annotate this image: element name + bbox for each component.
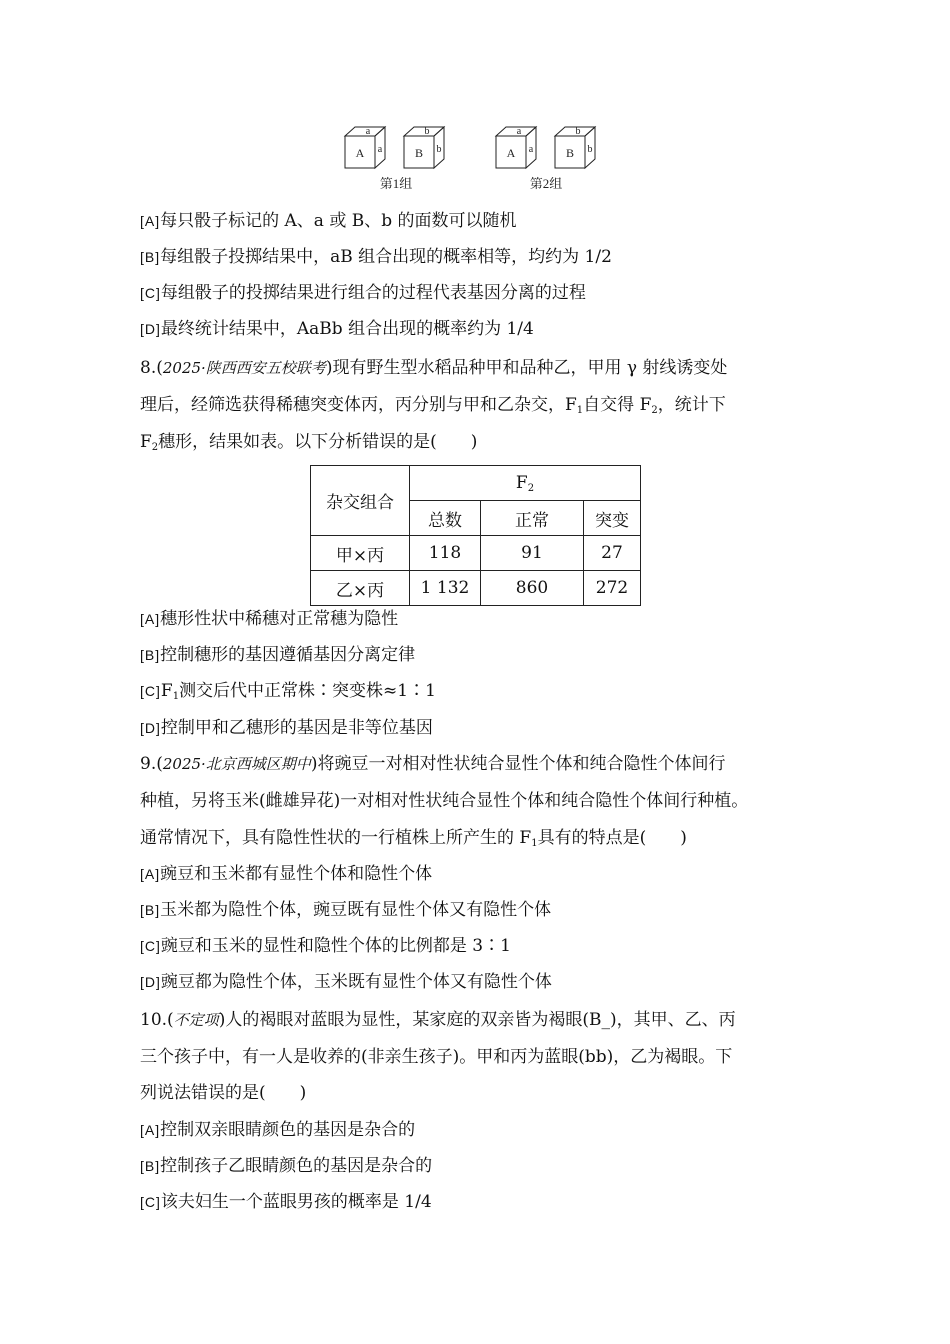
cube-face-top: a — [365, 126, 371, 137]
table-col-header: 突变 — [584, 501, 641, 536]
table-row-label: 甲×丙 — [311, 536, 410, 571]
question-type: 不定项 — [173, 1011, 219, 1029]
cube-face-front: B — [414, 146, 424, 160]
cube-face-top: b — [424, 126, 430, 137]
q8-option-b: [B]控制穗形的基因遵循基因分离定律 — [140, 645, 416, 665]
table-corner-header: 杂交组合 — [311, 466, 410, 536]
question-source: 2025·北京西城区期中 — [162, 755, 311, 773]
table-cell: 118 — [410, 536, 481, 571]
q8-option-d: [D]控制甲和乙穗形的基因是非等位基因 — [140, 718, 433, 738]
q9-option-b: [B]玉米都为隐性个体，豌豆既有显性个体又有隐性个体 — [140, 900, 552, 920]
q10-stem-line3: 列说法错误的是( ) — [140, 1083, 307, 1103]
table-cell: 1 132 — [410, 571, 481, 606]
q9-option-d: [D]豌豆都为隐性个体，玉米既有显性个体又有隐性个体 — [140, 972, 552, 992]
cube-face-top: a — [516, 126, 522, 137]
q7-option-c: [C]每组骰子的投掷结果进行组合的过程代表基因分离的过程 — [140, 283, 586, 303]
q9-stem-line3: 通常情况下，具有隐性性状的一行植株上所产生的 $F_1$具有的特点是( ) — [140, 828, 687, 849]
q8-stem-line1: 8.(2025·陕西西安五校联考)现有野生型水稻品种甲和品种乙，甲用 γ 射线诱变处 — [140, 358, 728, 378]
cube-face-side: b — [587, 144, 593, 155]
table-group-header: $F_2$ — [410, 466, 641, 501]
table-row — [311, 571, 641, 606]
dice-figure — [340, 122, 620, 196]
q7-option-d: [D]最终统计结果中，AaBb 组合出现的概率约为 1/4 — [140, 319, 534, 339]
question-source: 2025·陕西西安五校联考 — [162, 359, 326, 377]
table-cell: 272 — [584, 571, 641, 606]
q10-stem-line2: 三个孩子中，有一人是收养的(非亲生孩子)。甲和丙为蓝眼(bb)，乙为褐眼。下 — [140, 1047, 733, 1067]
figure-caption: 第2组 — [529, 176, 563, 191]
q8-option-c: $[C]F_1$测交后代中正常株∶突变株≈1∶1 — [140, 681, 436, 702]
q9-stem-line1: 9.(2025·北京西城区期中)将豌豆一对相对性状纯合显性个体和纯合隐性个体间行 — [140, 754, 726, 774]
q7-option-a: [A]每只骰子标记的 A、a 或 B、b 的面数可以随机 — [140, 211, 517, 231]
cube-face-front: B — [565, 146, 575, 160]
table-row-label: 乙×丙 — [311, 571, 410, 606]
q10-option-b: [B]控制孩子乙眼睛颜色的基因是杂合的 — [140, 1156, 433, 1176]
cube-face-side: a — [528, 144, 534, 155]
table-row — [311, 466, 641, 501]
cube-face-top: b — [575, 126, 581, 137]
table-cell: 860 — [481, 571, 584, 606]
q9-option-a: [A]豌豆和玉米都有显性个体和隐性个体 — [140, 864, 433, 884]
q9-stem-line2: 种植，另将玉米(雌雄异花)一对相对性状纯合显性个体和纯合隐性个体间行种植。 — [140, 791, 749, 811]
q8-stem-line2: 理后，经筛选获得稀穗突变体丙，丙分别与甲和乙杂交，$F_1$自交得 $F_2$，统计下 — [140, 395, 726, 416]
cube-face-front: A — [355, 146, 365, 160]
dice-diagram — [340, 122, 620, 196]
q7-option-b: [B]每组骰子投掷结果中，aB 组合出现的概率相等，均约为 1/2 — [140, 247, 612, 267]
table-cell: 27 — [584, 536, 641, 571]
cube-face-front: A — [506, 146, 516, 160]
q10-option-c: [C]该夫妇生一个蓝眼男孩的概率是 1/4 — [140, 1192, 432, 1212]
q8-data-table — [310, 465, 641, 606]
cube-face-side: b — [436, 144, 442, 155]
table-cell: 91 — [481, 536, 584, 571]
q10-option-a: [A]控制双亲眼睛颜色的基因是杂合的 — [140, 1120, 416, 1140]
q10-stem-line1: 10.(不定项)人的褐眼对蓝眼为显性，某家庭的双亲皆为褐眼(B_)，其甲、乙、丙 — [140, 1010, 736, 1030]
cube-face-side: a — [377, 144, 383, 155]
table-col-header: 正常 — [481, 501, 584, 536]
table-col-header: 总数 — [410, 501, 481, 536]
q8-option-a: [A]穗形性状中稀穗对正常穗为隐性 — [140, 609, 399, 629]
q9-option-c: [C]豌豆和玉米的显性和隐性个体的比例都是 3∶1 — [140, 936, 511, 956]
figure-caption: 第1组 — [379, 176, 413, 191]
table-row — [311, 536, 641, 571]
q8-stem-line3: $F_2$穗形，结果如表。以下分析错误的是( ) — [140, 432, 478, 453]
